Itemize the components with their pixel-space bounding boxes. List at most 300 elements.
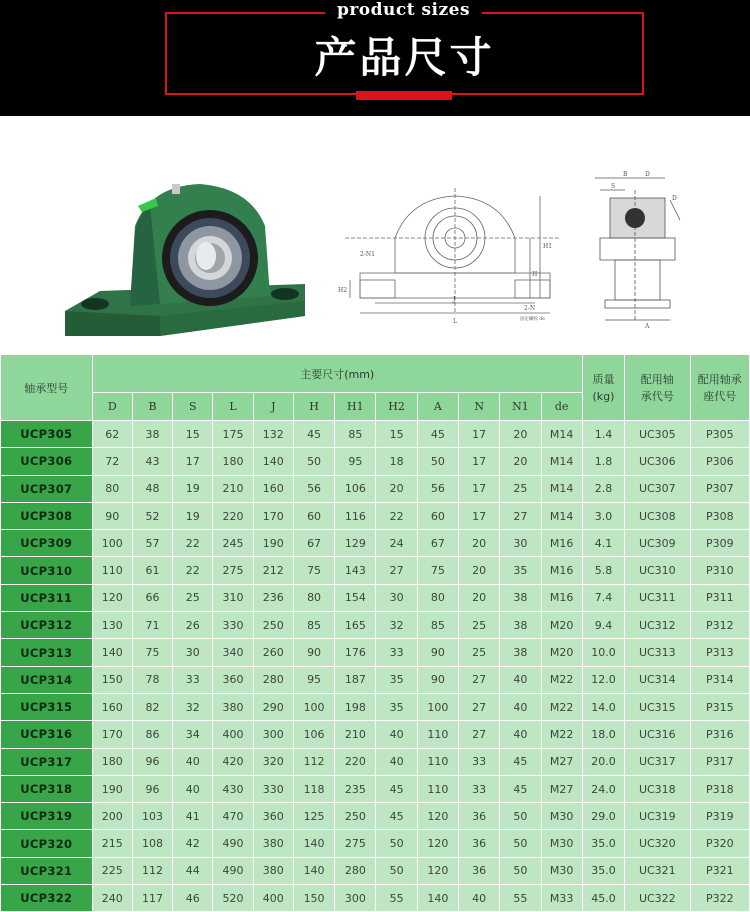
- table-cell: 140: [293, 830, 334, 857]
- table-cell: UC305: [625, 421, 690, 448]
- table-cell: 45: [417, 421, 458, 448]
- table-cell: 27: [500, 502, 541, 529]
- table-cell: 35: [376, 666, 417, 693]
- table-cell: 20: [376, 475, 417, 502]
- table-cell: 180: [213, 448, 253, 475]
- table-cell: 225: [92, 857, 132, 884]
- table-cell: 33: [173, 666, 213, 693]
- table-cell: 40: [459, 885, 500, 912]
- table-cell: 18: [376, 448, 417, 475]
- table-cell: M16: [541, 530, 582, 557]
- table-cell: 48: [132, 475, 172, 502]
- table-cell: 290: [253, 693, 293, 720]
- table-cell: 40: [500, 721, 541, 748]
- table-cell: 19: [173, 475, 213, 502]
- table-cell: 110: [417, 748, 458, 775]
- table-cell: 40: [500, 666, 541, 693]
- table-cell: 106: [293, 721, 334, 748]
- table-cell: UC316: [625, 721, 690, 748]
- table-cell: 1.4: [582, 421, 624, 448]
- table-cell: 56: [293, 475, 334, 502]
- table-cell: P318: [690, 775, 749, 802]
- table-cell: 40: [173, 775, 213, 802]
- table-cell: 96: [132, 775, 172, 802]
- dimension-header-cell: N1: [500, 393, 541, 421]
- table-cell: 62: [92, 421, 132, 448]
- table-cell: 108: [132, 830, 172, 857]
- table-cell: 45: [500, 775, 541, 802]
- table-cell: 80: [92, 475, 132, 502]
- table-cell: 380: [253, 857, 293, 884]
- label-h1: H1: [543, 243, 553, 250]
- table-cell: 86: [132, 721, 172, 748]
- table-cell: 129: [335, 530, 376, 557]
- table-cell: 236: [253, 584, 293, 611]
- dimension-header-cell: D: [92, 393, 132, 421]
- table-cell: 106: [335, 475, 376, 502]
- table-cell: UC321: [625, 857, 690, 884]
- table-cell: 52: [132, 502, 172, 529]
- table-cell: P319: [690, 803, 749, 830]
- table-cell: UC317: [625, 748, 690, 775]
- table-cell: 38: [500, 612, 541, 639]
- table-cell: 112: [293, 748, 334, 775]
- table-row: [1, 612, 750, 639]
- title-underline-bar: [356, 91, 452, 100]
- table-cell: 140: [293, 857, 334, 884]
- table-cell: 20: [459, 530, 500, 557]
- table-cell: 40: [500, 693, 541, 720]
- table-cell: 27: [459, 666, 500, 693]
- table-cell: 150: [293, 885, 334, 912]
- table-row: [1, 639, 750, 666]
- header-insert-code: [625, 355, 690, 421]
- table-cell: 35: [500, 557, 541, 584]
- model-cell: UCP310: [1, 557, 93, 584]
- table-cell: 20.0: [582, 748, 624, 775]
- front-view-technical-drawing: [330, 168, 560, 338]
- dimension-header-cell: H: [293, 393, 334, 421]
- table-cell: 40: [173, 748, 213, 775]
- table-cell: 26: [173, 612, 213, 639]
- table-cell: 24: [376, 530, 417, 557]
- table-cell: 33: [459, 748, 500, 775]
- table-cell: 80: [417, 584, 458, 611]
- header-banner: [0, 0, 750, 116]
- table-cell: P312: [690, 612, 749, 639]
- table-cell: 1.8: [582, 448, 624, 475]
- table-cell: P306: [690, 448, 749, 475]
- table-cell: 420: [213, 748, 253, 775]
- table-cell: P313: [690, 639, 749, 666]
- table-cell: 50: [417, 448, 458, 475]
- table-cell: 160: [92, 693, 132, 720]
- table-cell: 7.4: [582, 584, 624, 611]
- header-housing-line1: 配用轴承: [697, 372, 742, 386]
- table-cell: 110: [417, 775, 458, 802]
- table-cell: 45: [376, 775, 417, 802]
- table-cell: 180: [92, 748, 132, 775]
- table-cell: P307: [690, 475, 749, 502]
- table-cell: 95: [335, 448, 376, 475]
- dimension-header-cell: L: [213, 393, 253, 421]
- table-cell: 20: [459, 584, 500, 611]
- table-cell: M27: [541, 775, 582, 802]
- table-cell: 90: [417, 666, 458, 693]
- table-cell: 380: [253, 830, 293, 857]
- table-cell: 38: [132, 421, 172, 448]
- table-row: [1, 775, 750, 802]
- dimension-header-cell: de: [541, 393, 582, 421]
- dimension-header-cell: N: [459, 393, 500, 421]
- table-cell: 490: [213, 830, 253, 857]
- table-cell: 100: [293, 693, 334, 720]
- table-cell: M30: [541, 830, 582, 857]
- table-cell: 40: [376, 748, 417, 775]
- table-cell: 85: [335, 421, 376, 448]
- table-cell: 34: [173, 721, 213, 748]
- table-cell: 240: [92, 885, 132, 912]
- model-cell: UCP312: [1, 612, 93, 639]
- table-cell: 36: [459, 803, 500, 830]
- model-cell: UCP309: [1, 530, 93, 557]
- table-cell: 15: [376, 421, 417, 448]
- table-cell: 103: [132, 803, 172, 830]
- table-cell: 150: [92, 666, 132, 693]
- table-cell: 71: [132, 612, 172, 639]
- table-cell: P305: [690, 421, 749, 448]
- table-cell: 360: [213, 666, 253, 693]
- dimension-header-cell: A: [417, 393, 458, 421]
- table-row: [1, 803, 750, 830]
- table-cell: P322: [690, 885, 749, 912]
- table-cell: 125: [293, 803, 334, 830]
- header-weight-line1: 质量: [592, 372, 615, 386]
- table-cell: 430: [213, 775, 253, 802]
- header-insert-line1: 配用轴: [640, 372, 674, 386]
- table-cell: 154: [335, 584, 376, 611]
- table-cell: 12.0: [582, 666, 624, 693]
- table-cell: 200: [92, 803, 132, 830]
- table-cell: 45: [376, 803, 417, 830]
- table-cell: 300: [335, 885, 376, 912]
- model-cell: UCP313: [1, 639, 93, 666]
- label-j: J: [453, 296, 456, 303]
- table-cell: 143: [335, 557, 376, 584]
- dimension-header-cell: B: [132, 393, 172, 421]
- model-cell: UCP317: [1, 748, 93, 775]
- table-cell: 90: [293, 639, 334, 666]
- table-cell: 250: [253, 612, 293, 639]
- table-cell: 33: [376, 639, 417, 666]
- table-cell: 44: [173, 857, 213, 884]
- table-cell: 27: [376, 557, 417, 584]
- table-cell: UC320: [625, 830, 690, 857]
- table-cell: 56: [417, 475, 458, 502]
- table-cell: 29.0: [582, 803, 624, 830]
- table-cell: 17: [459, 475, 500, 502]
- table-cell: 18.0: [582, 721, 624, 748]
- table-cell: 90: [92, 502, 132, 529]
- table-cell: 67: [293, 530, 334, 557]
- table-cell: 175: [213, 421, 253, 448]
- table-cell: 17: [173, 448, 213, 475]
- table-cell: 30: [500, 530, 541, 557]
- table-cell: 235: [335, 775, 376, 802]
- table-cell: 78: [132, 666, 172, 693]
- table-cell: 120: [417, 830, 458, 857]
- table-cell: M14: [541, 448, 582, 475]
- table-cell: M30: [541, 857, 582, 884]
- model-cell: UCP315: [1, 693, 93, 720]
- table-cell: UC308: [625, 502, 690, 529]
- model-cell: UCP305: [1, 421, 93, 448]
- table-cell: 24.0: [582, 775, 624, 802]
- table-cell: 67: [417, 530, 458, 557]
- table-cell: 140: [253, 448, 293, 475]
- table-cell: 41: [173, 803, 213, 830]
- table-cell: 15: [173, 421, 213, 448]
- table-cell: 4.1: [582, 530, 624, 557]
- table-row: [1, 748, 750, 775]
- spec-table: [0, 354, 750, 912]
- table-cell: 400: [253, 885, 293, 912]
- table-cell: 215: [92, 830, 132, 857]
- label-h2: H2: [338, 287, 348, 294]
- table-cell: P315: [690, 693, 749, 720]
- table-cell: 80: [293, 584, 334, 611]
- table-cell: 35.0: [582, 857, 624, 884]
- table-cell: 520: [213, 885, 253, 912]
- table-row: [1, 448, 750, 475]
- table-cell: 100: [417, 693, 458, 720]
- spec-table-body: [1, 421, 750, 912]
- table-cell: 170: [253, 502, 293, 529]
- table-cell: 310: [213, 584, 253, 611]
- table-cell: 22: [173, 530, 213, 557]
- table-cell: 45: [500, 748, 541, 775]
- header-subtitle: product sizes: [336, 0, 471, 20]
- table-cell: M16: [541, 584, 582, 611]
- table-cell: 176: [335, 639, 376, 666]
- model-cell: UCP308: [1, 502, 93, 529]
- table-cell: 380: [213, 693, 253, 720]
- table-cell: 120: [417, 857, 458, 884]
- table-cell: UC307: [625, 475, 690, 502]
- table-cell: 27: [459, 721, 500, 748]
- table-cell: P320: [690, 830, 749, 857]
- table-cell: 30: [376, 584, 417, 611]
- table-cell: 25: [459, 639, 500, 666]
- table-cell: P310: [690, 557, 749, 584]
- table-cell: UC315: [625, 693, 690, 720]
- table-cell: 36: [459, 830, 500, 857]
- table-cell: 45.0: [582, 885, 624, 912]
- table-cell: UC306: [625, 448, 690, 475]
- table-cell: 75: [417, 557, 458, 584]
- table-cell: 50: [500, 803, 541, 830]
- table-cell: 245: [213, 530, 253, 557]
- table-cell: 130: [92, 612, 132, 639]
- table-cell: 20: [500, 448, 541, 475]
- table-row: [1, 421, 750, 448]
- table-cell: 120: [92, 584, 132, 611]
- table-cell: 45: [293, 421, 334, 448]
- table-cell: UC311: [625, 584, 690, 611]
- table-cell: 20: [459, 557, 500, 584]
- table-cell: P311: [690, 584, 749, 611]
- table-cell: P309: [690, 530, 749, 557]
- table-cell: 50: [500, 830, 541, 857]
- table-cell: 17: [459, 448, 500, 475]
- table-cell: 490: [213, 857, 253, 884]
- table-cell: 50: [293, 448, 334, 475]
- table-cell: 210: [335, 721, 376, 748]
- table-cell: M22: [541, 666, 582, 693]
- table-row: [1, 502, 750, 529]
- table-cell: 50: [376, 830, 417, 857]
- dimension-header-cell: H2: [376, 393, 417, 421]
- table-cell: 22: [376, 502, 417, 529]
- table-cell: 38: [500, 639, 541, 666]
- table-cell: 25: [500, 475, 541, 502]
- table-cell: 90: [417, 639, 458, 666]
- header-insert-line2: 承代号: [640, 389, 674, 403]
- table-cell: 55: [500, 885, 541, 912]
- table-cell: M14: [541, 502, 582, 529]
- table-cell: 60: [293, 502, 334, 529]
- table-cell: 330: [253, 775, 293, 802]
- table-cell: 340: [213, 639, 253, 666]
- header-housing-code: [690, 355, 749, 421]
- table-cell: 19: [173, 502, 213, 529]
- table-cell: 50: [376, 857, 417, 884]
- label-d-side: D: [672, 195, 677, 202]
- table-cell: UC322: [625, 885, 690, 912]
- table-cell: UC309: [625, 530, 690, 557]
- table-cell: 17: [459, 421, 500, 448]
- table-cell: 85: [293, 612, 334, 639]
- dimension-header-cell: S: [173, 393, 213, 421]
- table-cell: 32: [173, 693, 213, 720]
- label-two-n1: 2-N1: [360, 251, 375, 258]
- table-cell: 9.4: [582, 612, 624, 639]
- frame-top-right-line: [482, 12, 644, 14]
- table-cell: 27: [459, 693, 500, 720]
- header-weight: [582, 355, 624, 421]
- table-cell: 120: [417, 803, 458, 830]
- table-cell: 35.0: [582, 830, 624, 857]
- table-row: [1, 584, 750, 611]
- table-cell: M22: [541, 721, 582, 748]
- table-cell: 96: [132, 748, 172, 775]
- table-cell: 32: [376, 612, 417, 639]
- table-row: [1, 830, 750, 857]
- table-cell: 110: [417, 721, 458, 748]
- model-cell: UCP322: [1, 885, 93, 912]
- table-row: [1, 885, 750, 912]
- header-housing-line2: 座代号: [703, 389, 737, 403]
- header-main-dimensions: 主要尺寸(mm): [92, 355, 582, 393]
- model-cell: UCP314: [1, 666, 93, 693]
- label-s: S: [611, 183, 616, 190]
- table-cell: 300: [253, 721, 293, 748]
- pillow-block-bearing-image: [60, 176, 310, 356]
- dimension-header-cell: H1: [335, 393, 376, 421]
- table-cell: 320: [253, 748, 293, 775]
- model-cell: UCP321: [1, 857, 93, 884]
- table-cell: M20: [541, 639, 582, 666]
- table-cell: 55: [376, 885, 417, 912]
- table-cell: 330: [213, 612, 253, 639]
- table-cell: 275: [335, 830, 376, 857]
- table-cell: M30: [541, 803, 582, 830]
- table-cell: 360: [253, 803, 293, 830]
- header-model: 轴承型号: [1, 355, 93, 421]
- table-cell: P308: [690, 502, 749, 529]
- table-cell: UC314: [625, 666, 690, 693]
- table-cell: 42: [173, 830, 213, 857]
- model-cell: UCP306: [1, 448, 93, 475]
- table-cell: M20: [541, 612, 582, 639]
- table-cell: 250: [335, 803, 376, 830]
- table-cell: 470: [213, 803, 253, 830]
- table-cell: 75: [293, 557, 334, 584]
- table-cell: 46: [173, 885, 213, 912]
- table-cell: M33: [541, 885, 582, 912]
- table-row: [1, 557, 750, 584]
- table-cell: 110: [92, 557, 132, 584]
- label-two-n: 2-N: [524, 305, 536, 312]
- table-cell: 2.8: [582, 475, 624, 502]
- table-cell: UC318: [625, 775, 690, 802]
- table-cell: 400: [213, 721, 253, 748]
- label-bolt-note: 固定螺栓 de: [520, 317, 545, 322]
- table-cell: UC319: [625, 803, 690, 830]
- label-d-top: D: [645, 171, 650, 178]
- table-cell: M14: [541, 475, 582, 502]
- table-cell: 72: [92, 448, 132, 475]
- table-cell: 187: [335, 666, 376, 693]
- label-l: L: [453, 318, 457, 325]
- model-cell: UCP319: [1, 803, 93, 830]
- table-cell: P317: [690, 748, 749, 775]
- table-cell: 43: [132, 448, 172, 475]
- table-cell: 50: [500, 857, 541, 884]
- table-cell: 117: [132, 885, 172, 912]
- model-cell: UCP311: [1, 584, 93, 611]
- table-cell: 212: [253, 557, 293, 584]
- table-cell: 3.0: [582, 502, 624, 529]
- table-cell: 100: [92, 530, 132, 557]
- table-row: [1, 857, 750, 884]
- label-b: B: [623, 171, 628, 178]
- table-cell: 170: [92, 721, 132, 748]
- table-cell: 60: [417, 502, 458, 529]
- frame-top-left-line: [165, 12, 325, 14]
- table-cell: 33: [459, 775, 500, 802]
- table-cell: UC312: [625, 612, 690, 639]
- spec-table-container: [0, 354, 750, 912]
- model-cell: UCP320: [1, 830, 93, 857]
- table-cell: 35: [376, 693, 417, 720]
- table-cell: 260: [253, 639, 293, 666]
- table-cell: 82: [132, 693, 172, 720]
- table-cell: UC313: [625, 639, 690, 666]
- table-cell: 40: [376, 721, 417, 748]
- table-row: [1, 666, 750, 693]
- label-a: A: [645, 323, 650, 330]
